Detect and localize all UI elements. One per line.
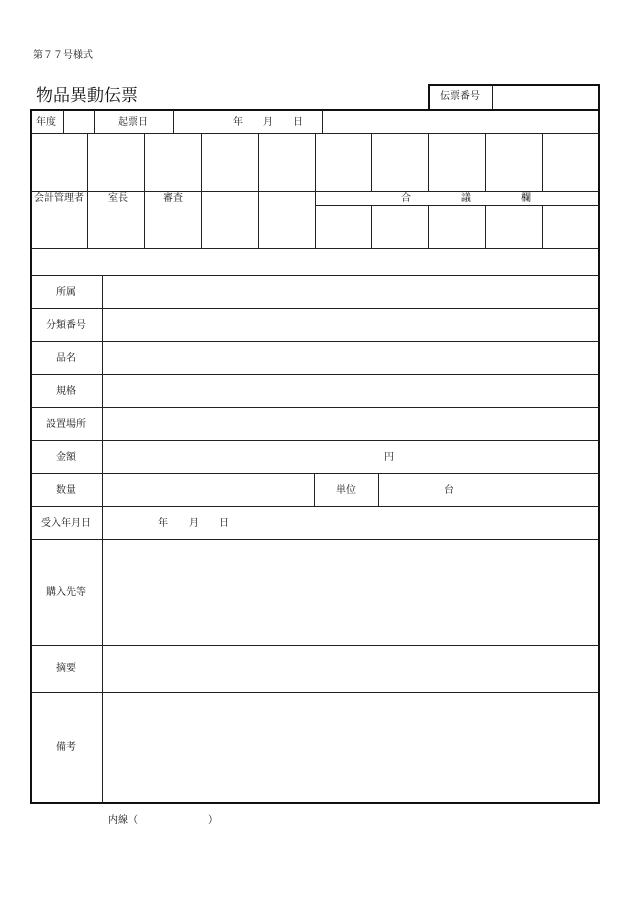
unit-value: 台: [444, 485, 454, 496]
item-name-field[interactable]: [104, 343, 598, 373]
section-chief-label: 室長: [108, 193, 128, 204]
row-label-affiliation: 所属: [56, 287, 76, 298]
spec-field[interactable]: [104, 376, 598, 406]
receipt-date-field[interactable]: [104, 508, 598, 538]
extension-line: 内線（ ）: [108, 815, 218, 826]
form-number: 第７７号様式: [33, 50, 93, 61]
voucher-number-field[interactable]: [494, 86, 598, 109]
summary-field[interactable]: [104, 647, 598, 691]
row-label-amount: 金額: [56, 452, 76, 463]
receipt-day: 日: [219, 518, 229, 529]
row-label-spec: 規格: [56, 386, 76, 397]
receipt-year: 年: [158, 518, 168, 529]
amount-field[interactable]: [104, 442, 374, 472]
row-label-supplier: 購入先等: [46, 587, 86, 598]
amount-suffix: 円: [384, 452, 394, 463]
examination-label: 審査: [163, 193, 183, 204]
row-label-remarks: 備考: [56, 742, 76, 753]
location-field[interactable]: [104, 409, 598, 439]
remarks-field[interactable]: [104, 694, 598, 802]
consultation-label: 合 議 欄: [401, 193, 531, 204]
issue-date-field[interactable]: [175, 111, 321, 132]
row-label-summary: 摘要: [56, 663, 76, 674]
row-label-receipt-date: 受入年月日: [41, 518, 91, 529]
row-label-item-name: 品名: [56, 353, 76, 364]
supplier-field[interactable]: [104, 541, 598, 644]
class-number-field[interactable]: [104, 310, 598, 340]
issue-date-year: 年: [233, 117, 243, 128]
issue-date-month: 月: [263, 117, 273, 128]
issue-date-day: 日: [293, 117, 303, 128]
unit-label: 単位: [336, 485, 356, 496]
quantity-field[interactable]: [104, 475, 313, 505]
issue-date-label: 起票日: [118, 117, 148, 128]
unit-field[interactable]: [380, 475, 440, 505]
voucher-number-label: 伝票番号: [440, 91, 480, 102]
fiscal-year-label: 年度: [36, 117, 56, 128]
page-title: 物品異動伝票: [36, 86, 138, 106]
row-label-class-number: 分類番号: [46, 320, 86, 331]
receipt-month: 月: [189, 518, 199, 529]
accounting-manager-label: 会計管理者: [34, 193, 84, 204]
affiliation-field[interactable]: [104, 277, 598, 307]
row-label-location: 設置場所: [46, 419, 86, 430]
fiscal-year-field[interactable]: [65, 111, 93, 132]
row-label-quantity: 数量: [56, 485, 76, 496]
